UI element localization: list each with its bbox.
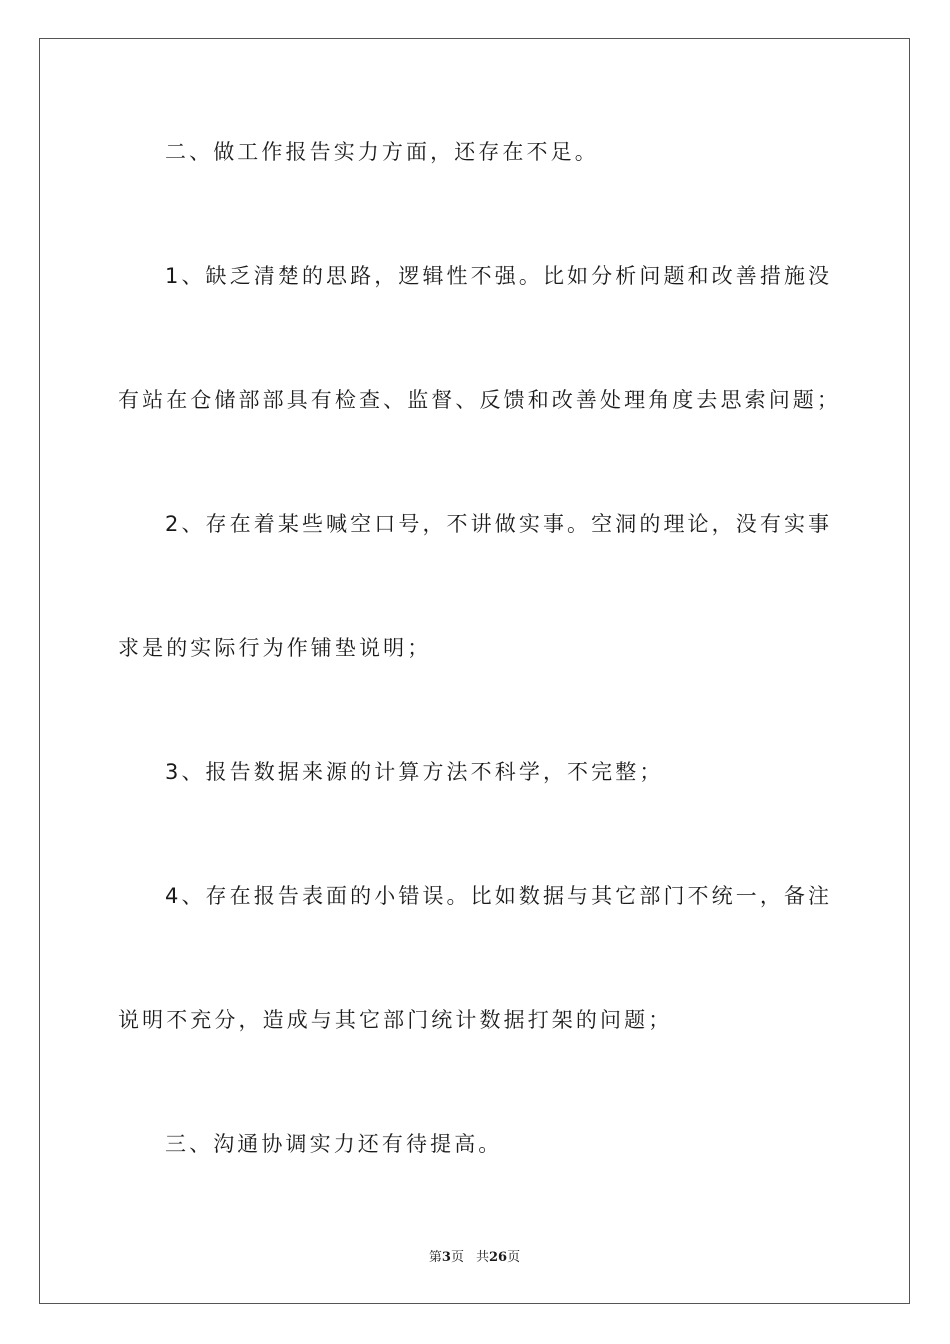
footer-page-number: 3: [441, 1250, 451, 1265]
body-line-4: 2、存在着某些喊空口号，不讲做实事。空洞的理论，没有实事: [165, 512, 833, 536]
footer-page-prefix: 第: [428, 1250, 442, 1265]
body-line-2: 1、缺乏清楚的思路，逻辑性不强。比如分析问题和改善措施没: [165, 264, 833, 288]
body-line-3: 有站在仓储部部具有检查、监督、反馈和改善处理角度去思索问题；: [118, 388, 841, 412]
footer-total-pages: 26: [488, 1250, 508, 1265]
document-page: [39, 38, 910, 1304]
footer-total-prefix: 共: [475, 1250, 489, 1265]
body-line-9: 三、沟通协调实力还有待提高。: [165, 1132, 503, 1156]
footer-page-suffix: 页: [450, 1250, 464, 1265]
body-line-8: 说明不充分，造成与其它部门统计数据打架的问题；: [118, 1008, 673, 1032]
body-line-7: 4、存在报告表面的小错误。比如数据与其它部门不统一，备注: [165, 884, 833, 908]
footer-total-suffix: 页: [507, 1250, 521, 1265]
page-footer: [40, 1249, 909, 1267]
body-line-6: 3、报告数据来源的计算方法不科学，不完整；: [165, 760, 664, 784]
body-line-5: 求是的实际行为作铺垫说明；: [118, 636, 432, 660]
body-line-1: 二、做工作报告实力方面，还存在不足。: [165, 140, 599, 164]
